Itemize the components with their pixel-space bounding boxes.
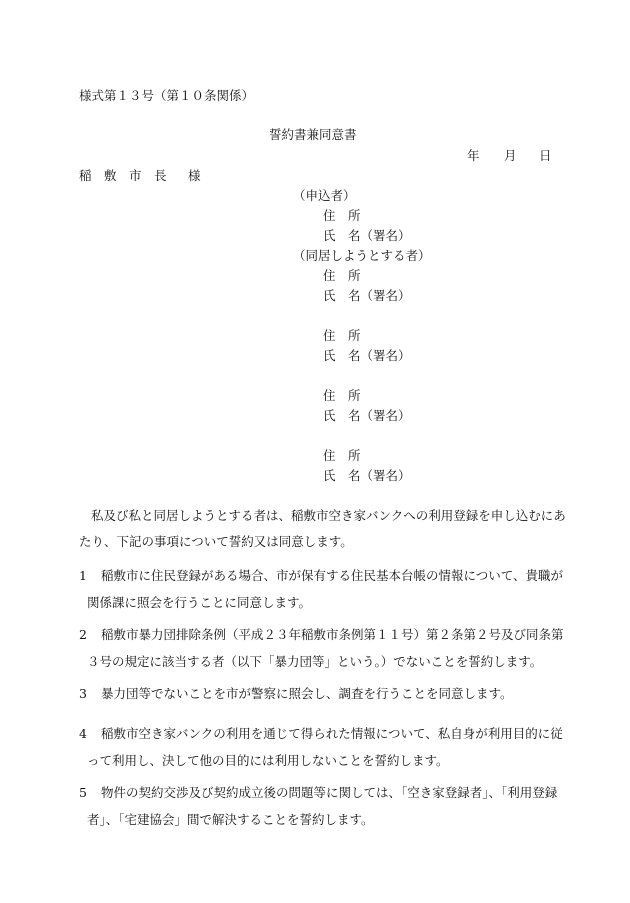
item-text: 者」、「宅建協会」間で解決することを誓約します。 <box>87 812 374 827</box>
document-title: 誓約書兼同意書 <box>269 127 357 142</box>
cohabitant-4-address-label: 住 所 <box>323 448 361 463</box>
item-text: 暴力団等でないことを市が警察に照会し、調査を行うことを同意します。 <box>101 686 513 701</box>
list-item <box>79 785 558 841</box>
item-text: 関係課に照会を行うことに同意します。 <box>87 595 312 610</box>
date-month: 月 <box>504 148 517 163</box>
addressee-name: 稲 敷 市 長 <box>79 168 167 183</box>
item-number: 3 <box>79 686 87 701</box>
cohabitant-3-address-label: 住 所 <box>323 388 361 403</box>
list-item <box>79 688 553 715</box>
item-text: 物件の契約交渉及び契約成立後の問題等に関しては、「空き家登録者」、「利用登録 <box>101 785 558 800</box>
cohabitant-4-name-label: 氏 名（署名） <box>323 468 411 483</box>
intro-line: 私及び私と同居しようとする者は、稲敷市空き家バンクへの利用登録を申し込むにあ <box>91 508 566 523</box>
item-text: 稲敷市暴力団排除条例（平成２３年稲敷市条例第１１号）第２条第２号及び同条第 <box>101 627 564 642</box>
cohabitant-heading: （同居しようとする者） <box>293 248 431 263</box>
date-year: 年 <box>467 148 480 163</box>
item-text: ３号の規定に該当する者（以下「暴力団等」という。）でないことを誓約します。 <box>87 654 543 669</box>
cohabitant-3-name-label: 氏 名（署名） <box>323 408 411 423</box>
list-item <box>79 568 564 624</box>
cohabitant-2-name-label: 氏 名（署名） <box>323 348 411 363</box>
applicant-name-label: 氏 名（署名） <box>323 228 411 243</box>
item-text: 稲敷市空き家バンクの利用を通じて得られた情報について、私自身が利用目的に従 <box>101 726 563 741</box>
form-number: 様式第１３号（第１０条関係） <box>79 88 255 103</box>
list-item <box>79 627 564 683</box>
item-number: 5 <box>79 785 87 800</box>
item-text: って利用し、決して他の目的には利用しないことを誓約します。 <box>87 753 449 768</box>
applicant-address-label: 住 所 <box>323 208 361 223</box>
cohabitant-2-address-label: 住 所 <box>323 328 361 343</box>
item-number: 4 <box>79 726 87 741</box>
intro-paragraph <box>79 508 566 562</box>
applicant-heading: （申込者） <box>293 188 356 203</box>
date-day: 日 <box>539 148 552 163</box>
addressee-honorific: 様 <box>188 168 201 183</box>
cohabitant-1-address-label: 住 所 <box>323 268 361 283</box>
item-number: 2 <box>79 627 87 642</box>
list-item <box>79 726 563 782</box>
cohabitant-1-name-label: 氏 名（署名） <box>323 288 411 303</box>
intro-line: たり、下記の事項について誓約又は同意します。 <box>79 534 353 549</box>
item-text: 稲敷市に住民登録がある場合、市が保有する住民基本台帳の情報について、貴職が <box>101 568 564 583</box>
item-number: 1 <box>79 568 87 583</box>
